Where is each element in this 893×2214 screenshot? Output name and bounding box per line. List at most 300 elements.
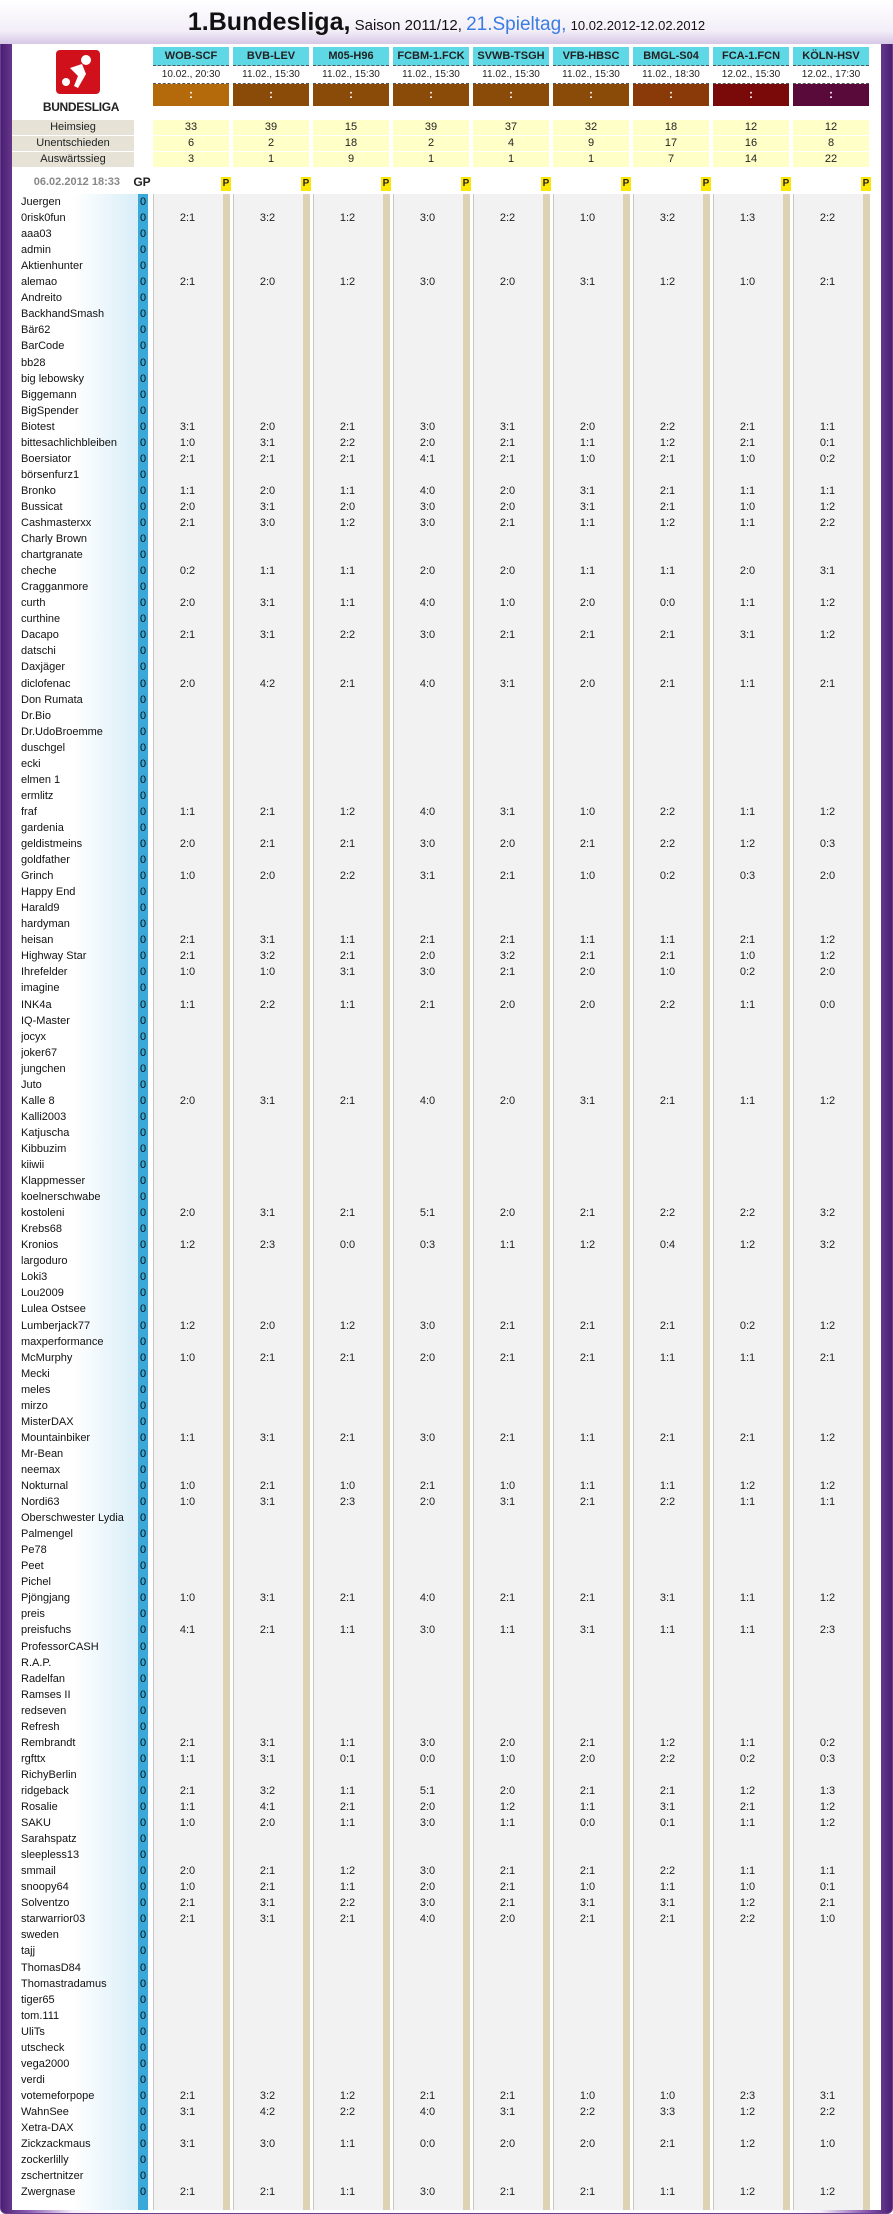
player-name[interactable]: vega2000 [21, 2057, 70, 2070]
player-name[interactable]: votemeforpope [21, 2089, 95, 2102]
player-row [20, 435, 148, 451]
player-name[interactable]: Dacapo [21, 629, 59, 642]
player-points: 0 [139, 645, 147, 658]
tip-cell: 2:1 [419, 934, 436, 947]
match-result: : [553, 84, 629, 106]
match-code[interactable]: SVWB-TSGH [473, 47, 549, 66]
player-row [20, 627, 148, 643]
player-name[interactable]: preisfuchs [21, 1624, 72, 1637]
match-code[interactable]: VFB-HBSC [553, 47, 629, 66]
player-row [20, 1927, 148, 1943]
tip-cell: 1:0 [579, 2089, 596, 2102]
tip-cell: 1:0 [659, 966, 676, 979]
player-name[interactable]: utscheck [21, 2041, 65, 2054]
player-name[interactable]: koelnerschwabe [21, 1191, 101, 1204]
player-name[interactable]: rgfttx [21, 1752, 46, 1765]
tip-cell: 0:2 [819, 1736, 836, 1749]
tip-cell: 1:0 [739, 452, 756, 465]
tip-cell: 2:0 [499, 1913, 516, 1926]
column-separator [543, 194, 550, 2210]
tip-cell: 2:1 [579, 1736, 596, 1749]
tip-cell: 2:1 [419, 1480, 436, 1492]
player-name[interactable]: cheche [21, 565, 57, 578]
player-row [20, 1960, 148, 1976]
player-row [20, 708, 148, 724]
player-row [20, 1911, 148, 1927]
player-name[interactable]: Mr-Bean [21, 1447, 64, 1460]
tip-cell: 2:1 [339, 1431, 356, 1444]
player-name[interactable]: Krebs68 [21, 1223, 62, 1236]
player-name[interactable]: Nokturnal [21, 1480, 69, 1492]
player-name[interactable]: WahnSee [21, 2105, 69, 2118]
player-row [20, 1494, 148, 1510]
player-name[interactable]: Kalli2003 [21, 1110, 67, 1123]
player-points: 0 [139, 1528, 147, 1541]
player-name[interactable]: ridgeback [21, 1784, 69, 1797]
p-marker[interactable]: P [862, 178, 870, 189]
draw-count: 6 [153, 136, 229, 151]
player-name[interactable]: ermlitz [21, 789, 54, 802]
player-name[interactable]: hardyman [21, 918, 70, 931]
player-row [20, 1751, 148, 1767]
player-name[interactable]: fraf [21, 805, 37, 818]
player-name[interactable]: Kibbuzim [21, 1142, 67, 1155]
tip-cell: 3:1 [499, 805, 516, 818]
player-name[interactable]: Thomastradamus [21, 1977, 107, 1990]
tip-cell: 2:3 [339, 1496, 356, 1509]
player-name[interactable]: R.A.P. [21, 1656, 52, 1669]
player-name[interactable]: Sarahspatz [21, 1833, 77, 1846]
player-row [20, 595, 148, 611]
player-name[interactable]: joker67 [21, 1046, 58, 1059]
player-name[interactable]: geldistmeins [21, 838, 83, 850]
player-name[interactable]: gardenia [21, 821, 64, 834]
player-points: 0 [139, 1592, 147, 1605]
player-name[interactable]: Charly Brown [21, 533, 88, 546]
match-code[interactable]: WOB-SCF [153, 47, 229, 66]
tip-cell: 2:1 [659, 1913, 676, 1926]
player-name[interactable]: Oberschwester Lydia [21, 1512, 124, 1525]
tip-cell: 2:0 [259, 420, 276, 433]
tip-cell: 2:1 [339, 1801, 356, 1813]
tip-cell: 1:1 [579, 1431, 596, 1444]
player-name[interactable]: elmen 1 [21, 773, 61, 786]
player-name[interactable]: Andreito [21, 292, 62, 305]
tip-cell: 1:2 [339, 2089, 356, 2102]
player-name[interactable]: Bussicat [21, 500, 63, 513]
player-name[interactable]: Lou2009 [21, 1287, 64, 1300]
player-name[interactable]: Juergen [21, 196, 61, 208]
tip-cell: 1:0 [819, 1913, 836, 1926]
player-name[interactable]: Cragganmore [21, 581, 89, 594]
player-points: 0 [139, 372, 147, 385]
match-result: : [233, 84, 309, 106]
player-row [20, 210, 148, 226]
tip-cell: 3:1 [579, 276, 596, 289]
tip-cell: 1:2 [819, 934, 836, 947]
p-marker[interactable]: P [382, 178, 390, 189]
player-name[interactable]: duschgel [21, 741, 66, 754]
player-points: 0 [139, 1094, 147, 1107]
tip-cell: 1:2 [339, 517, 356, 529]
player-name[interactable]: BigSpender [21, 404, 79, 417]
player-name[interactable]: Bronko [21, 484, 56, 497]
player-name[interactable]: bittesachlichbleiben [21, 436, 118, 449]
player-name[interactable]: Pjöngjang [21, 1592, 70, 1605]
tip-cell: 1:0 [499, 597, 516, 610]
player-name[interactable]: Pe78 [21, 1544, 47, 1557]
player-name[interactable]: verdi [21, 2073, 45, 2086]
player-row [20, 1189, 148, 1205]
home-win-count: 15 [313, 120, 389, 135]
player-name[interactable]: MisterDAX [21, 1415, 74, 1428]
player-name[interactable]: BarCode [21, 340, 65, 353]
player-points: 0 [139, 1736, 147, 1749]
tip-cell: 3:0 [419, 1817, 436, 1830]
player-name[interactable]: RichyBerlin [21, 1768, 77, 1781]
tip-cell: 2:1 [579, 838, 596, 850]
p-marker[interactable]: P [782, 178, 790, 189]
tip-cell: 2:1 [259, 1624, 276, 1637]
tip-cell: 1:1 [179, 484, 196, 497]
tip-cell: 3:0 [419, 1319, 436, 1332]
match-result: : [713, 84, 789, 106]
tip-cell: 3:2 [659, 212, 676, 225]
player-row [20, 1077, 148, 1093]
player-name[interactable]: Lulea Ostsee [21, 1303, 86, 1316]
player-points: 0 [139, 918, 147, 931]
player-name[interactable]: Don Rumata [21, 693, 83, 706]
player-name[interactable]: McMurphy [21, 1351, 73, 1364]
tip-cell: 2:1 [339, 838, 356, 850]
tip-cell: 2:1 [659, 452, 676, 465]
player-name[interactable]: diclofenac [21, 677, 71, 690]
tip-cell: 1:1 [739, 1817, 756, 1830]
player-name[interactable]: smmail [21, 1865, 56, 1878]
tip-cell: 0:0 [419, 1752, 436, 1765]
match-code[interactable]: FCA-1.FCN [713, 47, 789, 66]
tip-cell: 2:0 [499, 1784, 516, 1797]
tip-cell: 2:0 [499, 998, 516, 1011]
player-name[interactable]: heisan [21, 934, 54, 947]
p-marker[interactable]: P [702, 178, 710, 189]
player-row [20, 868, 148, 884]
tip-cell: 0:2 [739, 966, 756, 979]
player-points: 0 [139, 1849, 147, 1862]
player-name[interactable]: preis [21, 1608, 45, 1621]
player-name[interactable]: Solventzo [21, 1897, 70, 1910]
tip-cell: 1:2 [659, 276, 676, 289]
tip-cell: 1:0 [179, 1592, 196, 1605]
player-name[interactable]: imagine [21, 982, 60, 995]
player-name[interactable]: maxperformance [21, 1335, 104, 1348]
player-name[interactable]: Lumberjack77 [21, 1319, 91, 1332]
player-row [20, 1783, 148, 1799]
away-win-count: 1 [473, 152, 549, 167]
column-separator [863, 194, 870, 2210]
player-name[interactable]: bb28 [21, 356, 46, 369]
player-row [20, 964, 148, 980]
player-name[interactable]: sweden [21, 1929, 59, 1942]
match-code[interactable]: BMGL-S04 [633, 47, 709, 66]
player-name[interactable]: mirzo [21, 1399, 48, 1412]
player-name[interactable]: jungchen [21, 1062, 66, 1075]
tip-cell: 2:2 [659, 805, 676, 818]
tip-cell: 2:1 [179, 212, 196, 225]
tip-cell: 1:1 [819, 420, 836, 433]
tip-cell: 1:0 [579, 870, 596, 883]
player-name[interactable]: curth [21, 597, 46, 610]
player-name[interactable]: curthine [21, 613, 61, 626]
player-points: 0 [139, 1993, 147, 2006]
player-row [20, 1173, 148, 1189]
player-name[interactable]: Kalle 8 [21, 1094, 55, 1107]
tip-cell: 1:1 [499, 1239, 516, 1252]
p-marker[interactable]: P [302, 178, 310, 189]
p-marker[interactable]: P [222, 178, 230, 189]
tip-cell: 1:1 [179, 1752, 196, 1765]
tip-cell: 2:0 [419, 1496, 436, 1509]
player-name[interactable]: Happy End [21, 886, 76, 899]
player-row [20, 676, 148, 692]
player-name[interactable]: Cashmasterxx [21, 517, 92, 529]
tip-cell: 1:0 [179, 1496, 196, 1509]
player-points: 0 [139, 597, 147, 610]
tip-cell: 2:1 [339, 1592, 356, 1605]
player-points: 0 [139, 1768, 147, 1781]
tip-cell: 1:2 [819, 1319, 836, 1332]
tip-cell: 2:0 [179, 1865, 196, 1878]
tip-cell: 2:0 [179, 838, 196, 850]
p-marker[interactable]: P [622, 178, 630, 189]
player-points: 0 [139, 1624, 147, 1637]
tip-cell: 2:1 [499, 1592, 516, 1605]
tip-cell: 2:1 [659, 484, 676, 497]
tip-cell: 2:1 [739, 1801, 756, 1813]
player-name[interactable]: sleepless13 [21, 1849, 80, 1862]
player-name[interactable]: Peet [21, 1560, 44, 1573]
column-separator [463, 194, 470, 2210]
tip-cell: 1:0 [579, 212, 596, 225]
tip-cell: 2:1 [739, 1431, 756, 1444]
tip-cell: 2:2 [819, 212, 836, 225]
player-name[interactable]: börsenfurz1 [21, 468, 80, 481]
player-name[interactable]: alemao [21, 276, 58, 289]
tip-cell: 3:3 [659, 2105, 676, 2118]
player-name[interactable]: Biggemann [21, 388, 77, 401]
player-name[interactable]: Daxjäger [21, 661, 66, 674]
tip-cell: 1:2 [739, 838, 756, 850]
player-name[interactable]: IQ-Master [21, 1014, 70, 1027]
player-points: 0 [139, 1688, 147, 1701]
player-row [20, 1398, 148, 1414]
tip-cell: 3:1 [339, 966, 356, 979]
match-code[interactable]: M05-H96 [313, 47, 389, 66]
player-name[interactable]: tom.111 [21, 2009, 60, 2022]
player-name[interactable]: ProfessorCASH [21, 1640, 99, 1653]
player-name[interactable]: neemax [21, 1463, 61, 1476]
tip-cell: 2:1 [499, 1431, 516, 1444]
player-points: 0 [139, 613, 147, 626]
player-row [20, 997, 148, 1013]
player-name[interactable]: datschi [21, 645, 56, 658]
player-name[interactable]: Kronios [21, 1239, 59, 1252]
player-name[interactable]: Zickzackmaus [21, 2138, 91, 2151]
player-name[interactable]: UliTs [21, 2025, 45, 2038]
player-row [20, 1045, 148, 1061]
player-name[interactable]: largoduro [21, 1255, 68, 1268]
player-name[interactable]: ecki [21, 757, 41, 770]
player-name[interactable]: Mecki [21, 1367, 50, 1380]
match-code[interactable]: BVB-LEV [233, 47, 309, 66]
player-row [20, 1301, 148, 1317]
tip-cell: 2:1 [499, 870, 516, 883]
player-row [20, 1061, 148, 1077]
player-row [20, 1558, 148, 1574]
player-points: 0 [139, 725, 147, 738]
player-name[interactable]: goldfather [21, 854, 70, 867]
player-row [20, 2056, 148, 2072]
player-name[interactable]: Bär62 [21, 324, 51, 337]
tip-cell: 1:0 [499, 1480, 516, 1492]
player-name[interactable]: redseven [21, 1704, 67, 1717]
player-name[interactable]: Ihrefelder [21, 966, 68, 979]
tip-cell: 5:1 [419, 1784, 436, 1797]
player-name[interactable]: Mountainbiker [21, 1431, 91, 1444]
tip-cell: 1:1 [659, 1624, 676, 1637]
match-code[interactable]: FCBM-1.FCK [393, 47, 469, 66]
tip-cell: 2:1 [819, 276, 836, 289]
player-name[interactable]: Refresh [21, 1720, 60, 1733]
player-name[interactable]: Dr.UdoBroemme [21, 725, 103, 738]
player-name[interactable]: chartgranate [21, 549, 83, 562]
player-name[interactable]: 0risk0fun [21, 212, 66, 225]
player-row [20, 1029, 148, 1045]
player-name[interactable]: jocyx [21, 1030, 47, 1043]
player-points: 0 [139, 1239, 147, 1252]
tip-cell: 3:2 [819, 1239, 836, 1252]
match-code[interactable]: KÖLN-HSV [793, 47, 869, 66]
gp-header: GP [133, 175, 151, 189]
tip-cell: 2:2 [339, 629, 356, 642]
player-points: 0 [139, 2154, 147, 2167]
player-name[interactable]: kiiwii [21, 1159, 45, 1171]
player-name[interactable]: Loki3 [21, 1271, 48, 1284]
home-win-count: 37 [473, 120, 549, 135]
player-name[interactable]: Grinch [21, 870, 54, 883]
player-name[interactable]: Katjuscha [21, 1126, 70, 1139]
tip-cell: 2:0 [579, 597, 596, 610]
player-name[interactable]: Highway Star [21, 950, 87, 963]
player-row [20, 1334, 148, 1350]
tip-cell: 1:1 [739, 1736, 756, 1749]
tip-cell: 1:2 [739, 2105, 756, 2118]
tip-cell: 2:1 [659, 500, 676, 513]
player-name[interactable]: Boersiator [21, 452, 72, 465]
tip-cell: 1:1 [739, 484, 756, 497]
player-name[interactable]: Rembrandt [21, 1736, 76, 1749]
p-marker[interactable]: P [462, 178, 470, 189]
player-row [20, 1831, 148, 1847]
player-row [20, 1157, 148, 1173]
tip-cell: 2:0 [419, 1351, 436, 1364]
player-name[interactable]: Harald9 [21, 902, 60, 915]
player-name[interactable]: Palmengel [21, 1528, 73, 1541]
player-name[interactable]: tiger65 [21, 1993, 55, 2006]
player-name[interactable]: big lebowsky [21, 372, 84, 385]
tip-cell: 2:1 [499, 1319, 516, 1332]
tip-cell: 3:0 [419, 838, 436, 850]
player-name[interactable]: Biotest [21, 420, 55, 433]
player-name[interactable]: INK4a [21, 998, 52, 1011]
player-name[interactable]: tajj [21, 1945, 36, 1958]
player-name[interactable]: aaa03 [21, 228, 52, 241]
player-row [20, 659, 148, 675]
player-row [20, 1109, 148, 1125]
tip-cell: 2:1 [819, 1897, 836, 1910]
player-points: 0 [139, 757, 147, 770]
tip-cell: 1:2 [819, 805, 836, 818]
tip-cell: 2:1 [339, 452, 356, 465]
player-row [20, 980, 148, 996]
player-name[interactable]: snoopy64 [21, 1881, 69, 1894]
away-win-count: 9 [313, 152, 389, 167]
player-name[interactable]: Rosalie [21, 1801, 58, 1813]
player-name[interactable]: admin [21, 244, 51, 257]
player-name[interactable]: Radelfan [21, 1672, 66, 1685]
player-row [20, 1013, 148, 1029]
player-row [20, 547, 148, 563]
player-name[interactable]: BackhandSmash [21, 308, 105, 321]
player-name[interactable]: starwarrior03 [21, 1913, 86, 1926]
player-name[interactable]: SAKU [21, 1817, 51, 1830]
player-name[interactable]: Klappmesser [21, 1175, 86, 1188]
player-name[interactable]: Pichel [21, 1576, 51, 1589]
player-name[interactable]: Ramses II [21, 1688, 71, 1701]
player-name[interactable]: Nordi63 [21, 1496, 60, 1509]
tip-cell: 2:1 [499, 934, 516, 947]
player-name[interactable]: zockerlilly [21, 2154, 69, 2167]
tip-cell: 3:1 [259, 1592, 276, 1605]
player-name[interactable]: kostoleni [21, 1207, 65, 1220]
tip-cell: 2:1 [499, 452, 516, 465]
player-name[interactable]: Xetra-DAX [21, 2122, 74, 2134]
tip-cell: 0:0 [659, 597, 676, 610]
player-name[interactable]: Aktienhunter [21, 260, 83, 273]
tip-cell: 2:0 [579, 998, 596, 1011]
player-name[interactable]: zschertnitzer [21, 2170, 84, 2183]
player-name[interactable]: ThomasD84 [21, 1961, 81, 1974]
away-win-count: 3 [153, 152, 229, 167]
player-name[interactable]: Zwergnase [21, 2186, 76, 2199]
p-marker[interactable]: P [542, 178, 550, 189]
tip-cell: 2:0 [579, 966, 596, 979]
player-name[interactable]: Juto [21, 1078, 42, 1091]
tip-cell: 2:1 [259, 1865, 276, 1878]
player-points: 0 [139, 2138, 147, 2151]
tip-cell: 4:2 [259, 677, 276, 690]
tip-cell: 1:0 [739, 1881, 756, 1894]
player-points: 0 [139, 565, 147, 578]
tip-cell: 1:2 [339, 276, 356, 289]
player-name[interactable]: meles [21, 1383, 51, 1396]
tip-cell: 1:1 [739, 805, 756, 818]
tip-cell: 1:2 [179, 1239, 196, 1252]
player-row [20, 1542, 148, 1558]
player-name[interactable]: Dr.Bio [21, 709, 51, 722]
tip-cell: 1:1 [339, 597, 356, 610]
player-row [20, 1655, 148, 1671]
